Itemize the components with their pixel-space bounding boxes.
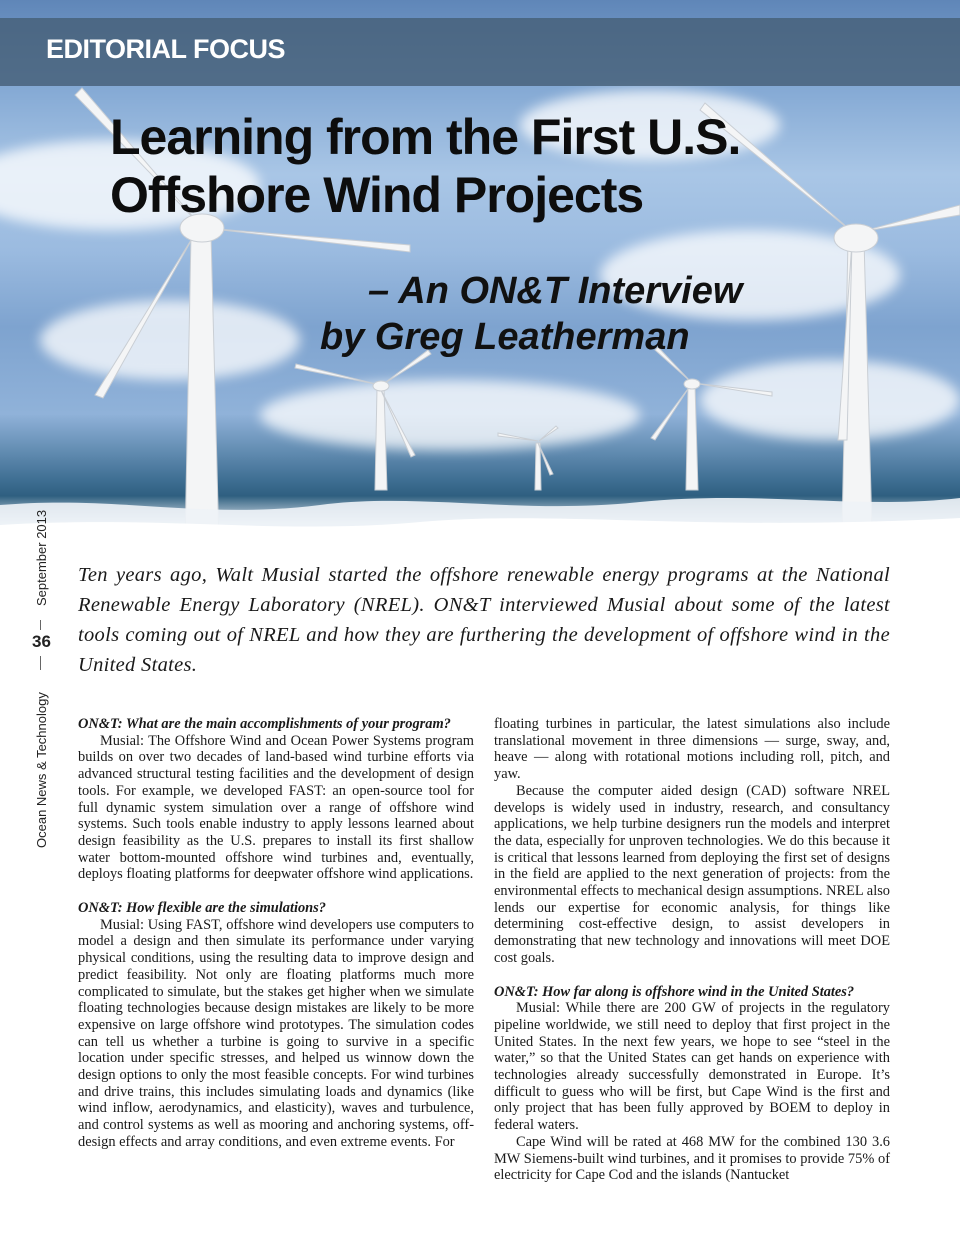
title-line-2: Offshore Wind Projects (110, 167, 644, 223)
answer-paragraph: floating turbines in particular, the latest simulations also include translational movement in three dimensions — surge, sway, and, heave — along with rotational motions including roll, pitch, and yaw. (494, 716, 890, 783)
answer-paragraph: Cape Wind will be rated at 468 MW for the combined 130 3.6 MW Siemens-built wind turbines, and it promises to provide 75% of electricity for Cape Cod and the islands (Nantucket (494, 1133, 890, 1184)
right-column (494, 716, 890, 1184)
question-heading: ON&T: What are the main accomplishments of your program? (78, 716, 451, 732)
divider (40, 656, 41, 670)
subtitle-line-1: – An ON&T Interview (368, 270, 743, 312)
section-label: EDITORIAL FOCUS (46, 34, 286, 64)
page-number: 36 (32, 632, 51, 651)
subtitle-line-2: by Greg Leatherman (320, 316, 690, 358)
answer-paragraph: Because the computer aided design (CAD) software NREL develops is widely used in industry, research, and consultancy applications, we help turbine designers run the models and interpret the data, especially for unproven technologies. We do this because it is critical that lessons learned from deploying the first set of designs in the field are applied to the next generation of projects: from the environmental effects to mechanical design assumptions. NREL also lends our expertise for economic analysis, for things like determining cost-effective design, to assist developers in demonstrating that new technology and innovations will meet DOE cost goals. (494, 782, 890, 966)
issue-date: September 2013 (34, 509, 49, 606)
answer-paragraph: Musial: While there are 200 GW of projects in the regulatory pipeline worldwide, we still need to deploy that first project in the United States. In the next few years, we hope to see “steel in the water,” so that the United States can get hands on experience with technologies already successfully demonstrated in Europe. It’s difficult to guess who will be first, but Cape Wind is the first and only project that has been fully approved by BOEM to deploy in federal waters. (494, 1000, 890, 1134)
answer-paragraph: Musial: The Offshore Wind and Ocean Power Systems program builds on over two decades of land-based wind turbine efforts via advanced structural testing facilities and the development of design tools. For example, we developed FAST: an open-source tool for full dynamic system simulation over a range of offshore wind systems. Such tools enable industry to apply lessons learned about design feasibility as the U.S. prepares to install its first shallow water bottom-mounted offshore wind turbines and, eventually, deploys floating platforms for deepwater offshore wind applications. (78, 732, 474, 883)
publication-name: Ocean News & Technology (34, 692, 49, 848)
answer-paragraph: Musial: Using FAST, offshore wind developers use computers to model a design and then simulate its performance under varying physical conditions, using the resulting data to improve design and predict feasibility. Not only are floating platforms much more complicated to simulate, but the stakes get higher when we simulate floating technologies because design mistakes are likely to be more expensive on large offshore wind prototypes. The simulation codes can tell us whether a turbine is going to survive in a specific location under specific stresses, and helped us winnow down the design options to only the most feasible concepts. For wind turbines and drive trains, this includes simulating loads and dynamics (like wind inflow, aerodynamics, and elasticity), waves and turbulence, and control systems as well as mooring and anchoring systems, off-design effects and array conditions, and even extreme events. For (78, 916, 474, 1150)
hero-photo (0, 0, 960, 545)
intro-paragraph: Ten years ago, Walt Musial started the offshore renewable energy programs at the National Renewable Energy Laboratory (NREL). ON&T interviewed Musial about some of the latest tools coming out of NREL and how they are furthering the development of offshore wind in the United States. (78, 564, 890, 676)
question-heading: ON&T: How far along is offshore wind in the United States? (494, 983, 855, 1000)
section-banner (0, 18, 960, 86)
divider (40, 620, 41, 630)
article-subtitle (320, 268, 742, 360)
article-title (110, 108, 740, 224)
title-line-1: Learning from the First U.S. (110, 109, 741, 165)
question-heading: ON&T: How flexible are the simulations? (78, 900, 326, 917)
left-column (78, 716, 474, 1151)
